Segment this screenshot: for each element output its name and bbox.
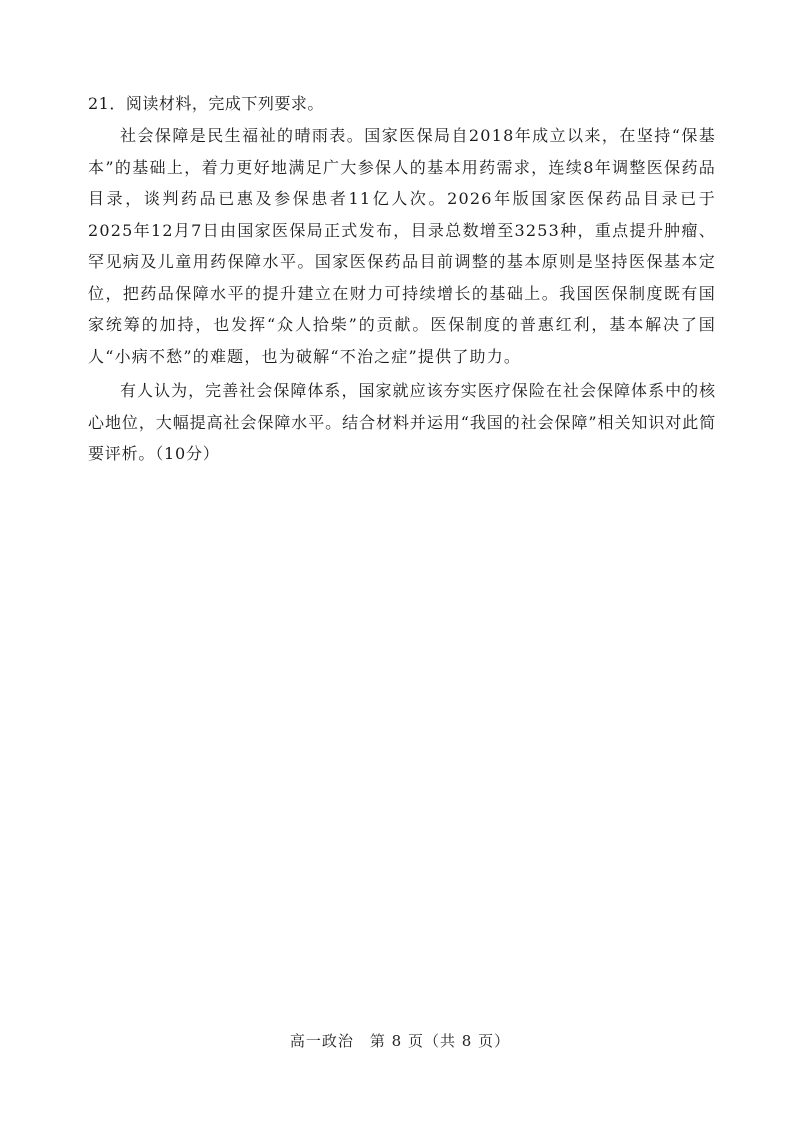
- page-footer: 高一政治 第 8 页（共 8 页）: [289, 1032, 511, 1050]
- task-paragraph: 有人认为，完善社会保障体系，国家就应该夯实医疗保险在社会保障体系中的核心地位，大幅提高社会保障水平。结合材料并运用“我国的社会保障”相关知识对此简要评析。（10分）: [88, 381, 716, 463]
- material-paragraph: 社会保障是民生福祉的晴雨表。国家医保局自2018年成立以来，在坚持“保基本”的基础上，着力更好地满足广大参保人的基本用药需求，连续8年调整医保药品目录，谈判药品已惠及参保患者11亿人次。2026年版国家医保药品目录已于2025年12月7日由国家医保局正式发布，目录总数增至3253种，重点提升肿瘤、罕见病及儿童用药保障水平。国家医保药品目前调整的基本原则是坚持医保基本定位，把药品保障水平的提升建立在财力可持续增长的基础上。我国医保制度既有国家统筹的加持，也发挥“众人拾柴”的贡献。医保制度的普惠红利，基本解决了国人“小病不愁”的难题，也为破解“不治之症”提供了助力。: [88, 126, 716, 366]
- question-heading: 21．阅读材料，完成下列要求。: [88, 94, 324, 113]
